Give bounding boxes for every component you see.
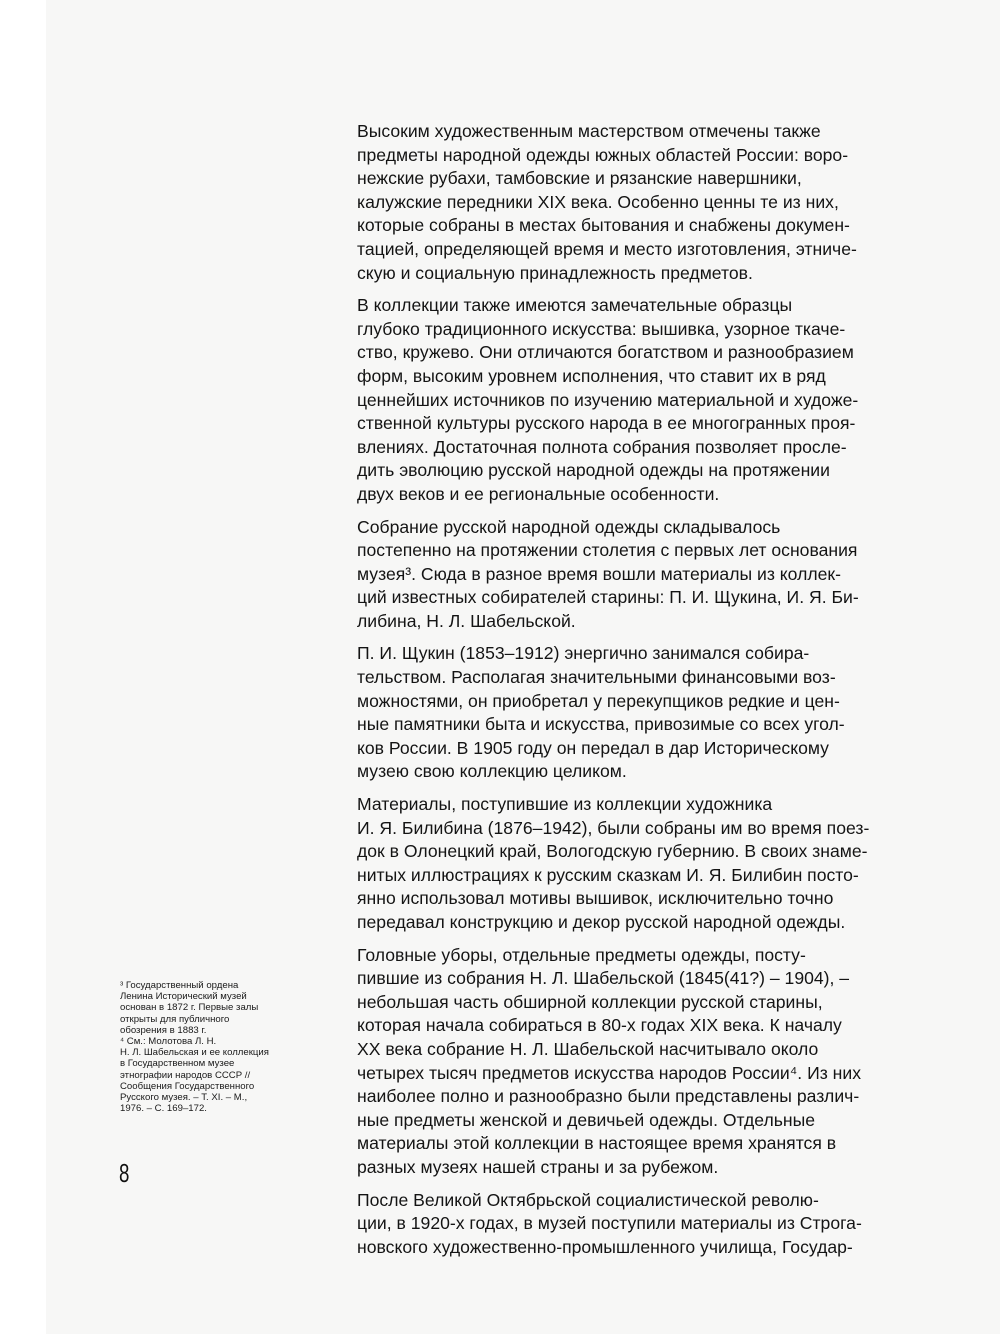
footnote-line: Н. Л. Шабельская и ее коллекция bbox=[120, 1047, 269, 1059]
text-line: либина, Н. Л. Шабельской. bbox=[357, 610, 576, 631]
footnote-line: открыты для публичного bbox=[120, 1013, 230, 1025]
footnote-line: 1976. – С. 169–172. bbox=[120, 1103, 207, 1115]
text-line: скую и социальную принадлежность предметов. bbox=[357, 262, 753, 283]
text-line: наиболее полно и разнообразно были представлены различ- bbox=[357, 1086, 860, 1107]
paragraph bbox=[326, 793, 886, 935]
text-line: Собрание русской народной одежды складывалось bbox=[357, 516, 781, 537]
paragraph bbox=[326, 294, 886, 506]
text-line: XX века собрание Н. Л. Шабельской насчитывало около bbox=[357, 1038, 819, 1059]
paragraph bbox=[326, 516, 886, 634]
footnote-line: в Государственном музее bbox=[120, 1058, 235, 1070]
text-line: ные памятники быта и искусства, привозимые со всех угол- bbox=[357, 714, 845, 735]
text-line: глубоко традиционного искусства: вышивка, узорное ткаче- bbox=[357, 318, 846, 339]
text-line: предметы народной одежды южных областей России: воро- bbox=[357, 144, 849, 165]
text-line: форм, высоким уровнем исполнения, что ставит их в ряд bbox=[357, 365, 826, 386]
text-line: можностями, он приобретал у перекупщиков редкие и цен- bbox=[357, 690, 840, 711]
text-line: ций известных собирателей старины: П. И. Щукина, И. Я. Би- bbox=[357, 587, 859, 608]
text-line: ство, кружево. Они отличаются богатством и разнообразием bbox=[357, 342, 854, 363]
text-line: нитых иллюстрациях к русским сказкам И. Я. Билибин посто- bbox=[357, 864, 859, 885]
footnote-line: ⁴ См.: Молотова Л. Н. bbox=[120, 1036, 217, 1048]
text-line: Головные уборы, отдельные предметы одежды, посту- bbox=[357, 944, 806, 965]
text-line: П. И. Щукин (1853–1912) энергично занимался собира- bbox=[357, 643, 810, 664]
text-line: которые собраны в местах бытования и снабжены докумен- bbox=[357, 215, 850, 236]
text-line: двух веков и ее региональные особенности. bbox=[357, 483, 720, 504]
text-line: После Великой Октябрьской социалистической револю- bbox=[357, 1189, 819, 1210]
text-line: ные предметы женской и девичьей одежды. Отдельные bbox=[357, 1109, 816, 1130]
text-line: дить эволюцию русской народной одежды на протяжении bbox=[357, 460, 830, 481]
page-number: 8 bbox=[119, 1158, 130, 1188]
text-line: небольшая часть обширной коллекции русской старины, bbox=[357, 991, 823, 1012]
text-line: тельством. Располагая значительными финансовыми воз- bbox=[357, 667, 836, 688]
paragraph bbox=[326, 1189, 886, 1260]
text-line: нежские рубахи, тамбовские и рязанские навершники, bbox=[357, 168, 802, 189]
text-line: ценнейших источников по изучению материальной и художе- bbox=[357, 389, 859, 410]
text-line: влениях. Достаточная полнота собрания позволяет просле- bbox=[357, 436, 847, 457]
text-line: материалы этой коллекции в настоящее время хранятся в bbox=[357, 1133, 837, 1154]
footnote-line: основан в 1872 г. Первые залы bbox=[120, 1002, 259, 1014]
main-text-column bbox=[326, 120, 886, 1268]
text-line: новского художественно-промышленного училища, Государ- bbox=[357, 1236, 853, 1257]
text-line: калужские передники XIX века. Особенно ценны те из них, bbox=[357, 191, 839, 212]
text-line: ков России. В 1905 году он передал в дар Историческому bbox=[357, 737, 829, 758]
text-line: разных музеях нашей страны и за рубежом. bbox=[357, 1156, 719, 1177]
text-line: янно использовал мотивы вышивок, исключительно точно bbox=[357, 888, 834, 909]
footnote-line: обозрения в 1883 г. bbox=[120, 1024, 207, 1036]
footnotes bbox=[120, 980, 300, 1114]
footnote-line: Ленина Исторический музей bbox=[120, 991, 247, 1003]
text-line: музея³. Сюда в разное время вошли материалы из коллек- bbox=[357, 563, 841, 584]
text-line: Высоким художественным мастерством отмечены также bbox=[357, 121, 821, 141]
footnote-line: Русского музея. – Т. XI. – М., bbox=[120, 1092, 248, 1104]
text-line: музею свою коллекцию целиком. bbox=[357, 761, 627, 782]
text-line: постепенно на протяжении столетия с первых лет основания bbox=[357, 540, 858, 561]
text-line: передавал конструкцию и декор русской народной одежды. bbox=[357, 912, 846, 932]
text-line: ции, в 1920-х годах, в музей поступили материалы из Строга- bbox=[357, 1213, 862, 1234]
footnote-line: Сообщения Государственного bbox=[120, 1080, 255, 1092]
footnote-line: ³ Государственный ордена bbox=[120, 980, 239, 991]
text-line: И. Я. Билибина (1876–1942), были собраны им во время поез- bbox=[357, 817, 870, 838]
paragraph bbox=[326, 944, 886, 1180]
text-line: Материалы, поступившие из коллекции художника bbox=[357, 794, 773, 815]
footnote-line: этнографии народов СССР // bbox=[120, 1069, 251, 1081]
text-line: В коллекции также имеются замечательные образцы bbox=[357, 295, 793, 316]
text-line: которая начала собираться в 80-х годах XIX века. К началу bbox=[357, 1015, 842, 1036]
text-line: тацией, определяющей время и место изготовления, этниче- bbox=[357, 238, 857, 259]
text-line: четырех тысяч предметов искусства народов России⁴. Из них bbox=[357, 1062, 862, 1083]
paragraph bbox=[326, 120, 886, 285]
text-line: пившие из собрания Н. Л. Шабельской (1845(41?) – 1904), – bbox=[357, 968, 850, 989]
text-line: док в Олонецкий край, Вологодскую губернию. В своих знаме- bbox=[357, 841, 868, 862]
text-line: ственной культуры русского народа в ее многогранных проя- bbox=[357, 413, 856, 434]
paragraph bbox=[326, 642, 886, 784]
